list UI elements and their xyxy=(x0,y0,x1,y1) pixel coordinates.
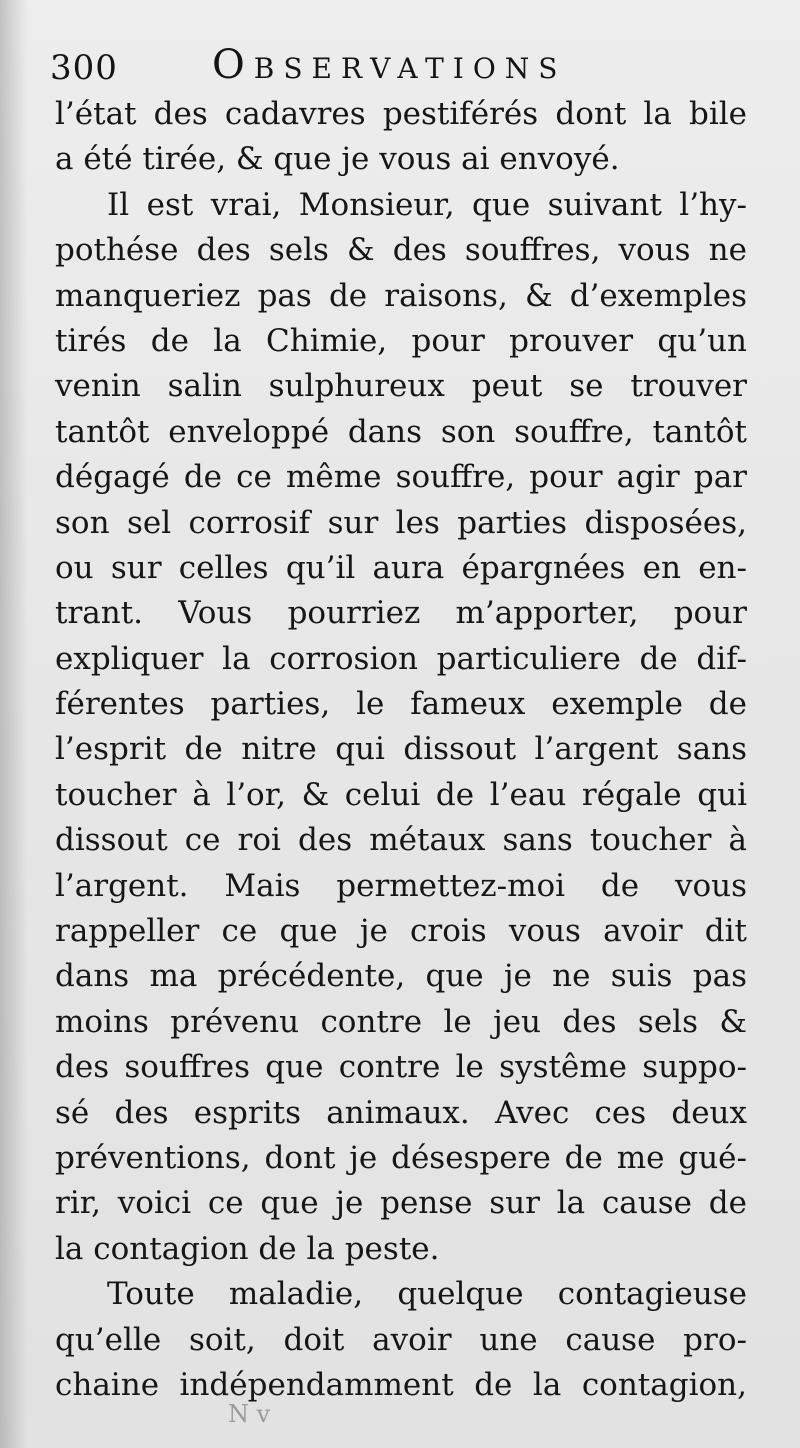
text-line: dégagé de ce même souffre, pour agir par xyxy=(55,459,747,496)
text-line: dissout ce roi des métaux sans toucher à xyxy=(55,822,747,859)
text-line: son sel corrosif sur les parties disposées, xyxy=(55,504,747,541)
paragraph-start-line: Il est vrai, Monsieur, que suivant l’hy- xyxy=(107,186,747,223)
page-header xyxy=(50,42,750,90)
text-line: la contagion de la peste. xyxy=(55,1230,440,1267)
text-line: tantôt enveloppé dans son souffre, tantôt xyxy=(55,413,747,450)
text-line: expliquer la corrosion particuliere de dif- xyxy=(55,640,747,677)
text-line: chaine indépendamment de la contagion, xyxy=(55,1366,747,1403)
text-line: l’esprit de nitre qui dissout l’argent sans xyxy=(55,731,747,768)
text-line: rir, voici ce que je pense sur la cause de xyxy=(55,1185,747,1222)
body-text xyxy=(55,92,747,1408)
text-line: l’argent. Mais permettez-moi de vous xyxy=(55,867,747,904)
running-title: Observations xyxy=(212,42,567,88)
text-line: sé des esprits animaux. Avec ces deux xyxy=(55,1094,747,1131)
text-line: manqueriez pas de raisons, & d’exemples xyxy=(55,277,747,314)
text-line: dans ma précédente, que je ne suis pas xyxy=(55,958,747,995)
text-line: qu’elle soit, doit avoir une cause pro- xyxy=(55,1321,747,1358)
text-line: tirés de la Chimie, pour prouver qu’un xyxy=(55,322,747,359)
text-line: toucher à l’or, & celui de l’eau régale qui xyxy=(55,776,747,813)
binding-shadow xyxy=(0,0,28,1448)
text-line: ou sur celles qu’il aura épargnées en en- xyxy=(55,549,747,586)
text-line: pothése des sels & des souffres, vous ne xyxy=(55,232,747,269)
text-line: des souffres que contre le systême suppo- xyxy=(55,1049,747,1086)
text-line: moins prévenu contre le jeu des sels & xyxy=(55,1003,747,1040)
catchword: N v xyxy=(228,1400,271,1428)
text-line: férentes parties, le fameux exemple de xyxy=(55,686,747,723)
text-line: rappeller ce que je crois vous avoir dit xyxy=(55,913,747,950)
paragraph-start-line: Toute maladie, quelque contagieuse xyxy=(107,1276,747,1313)
text-line: a été tirée, & que je vous ai envoyé. xyxy=(55,141,620,178)
page-number: 300 xyxy=(50,48,118,88)
text-line: venin salin sulphureux peut se trouver xyxy=(55,368,747,405)
text-line: préventions, dont je désespere de me gué- xyxy=(55,1139,747,1176)
text-line: l’état des cadavres pestiférés dont la bile xyxy=(55,96,747,132)
text-line: trant. Vous pourriez m’apporter, pour xyxy=(55,595,747,632)
